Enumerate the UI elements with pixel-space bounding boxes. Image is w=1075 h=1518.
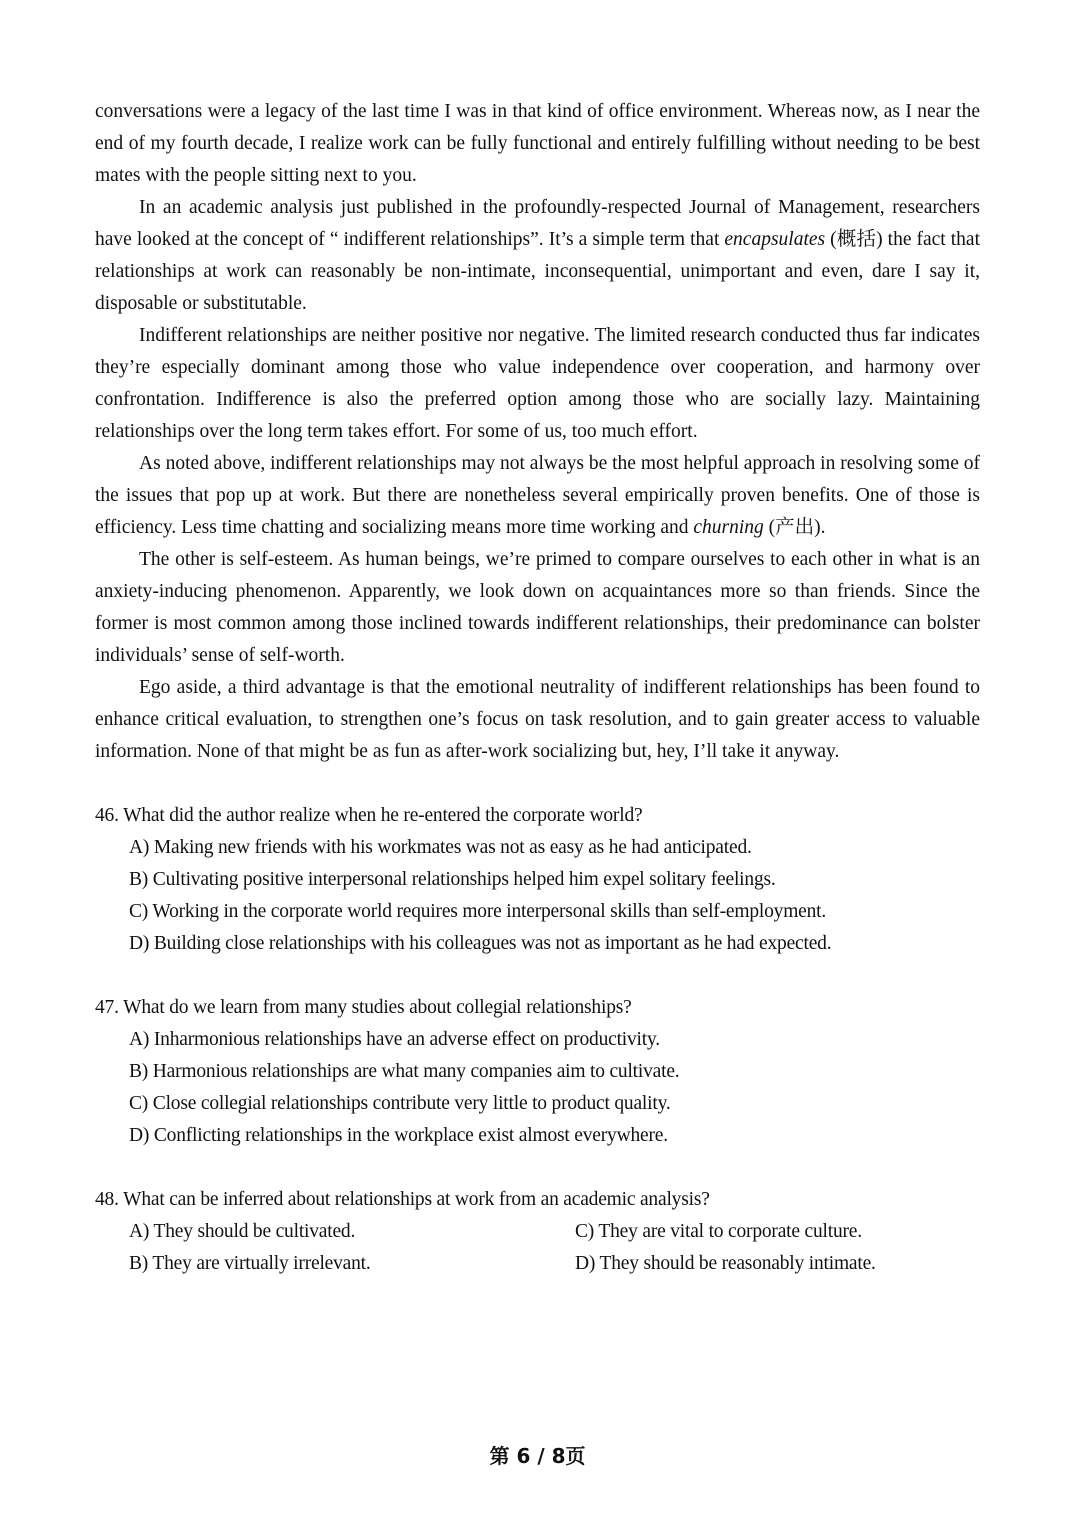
passage-paragraph-1: conversations were a legacy of the last time I was in that kind of office environment. Whereas now, as I near the end of my fourth decade, I realize work can be fully functional and entirely fulfilling without needing to be best mates with the people sitting next to you. <box>95 101 980 186</box>
question-text: What can be inferred about relationships at work from an academic analysis? <box>123 1189 710 1210</box>
question-stem <box>95 992 980 1024</box>
option-d: D) They should be reasonably intimate. <box>575 1253 876 1274</box>
question-stem <box>95 800 980 832</box>
option-c: C) Working in the corporate world requires more interpersonal skills than self-employment. <box>129 901 827 922</box>
exam-page <box>95 96 980 1280</box>
option-c: C) They are vital to corporate culture. <box>575 1221 862 1242</box>
option-a: A) Making new friends with his workmates was not as easy as he had anticipated. <box>129 837 752 858</box>
reading-passage <box>95 96 980 768</box>
question-text: What do we learn from many studies about collegial relationships? <box>123 997 632 1018</box>
glossed-term: encapsulates <box>724 229 826 250</box>
option-a: A) Inharmonious relationships have an adverse effect on productivity. <box>129 1029 660 1050</box>
paragraph-text: In an academic analysis just published in the profoundly-respected Journal of Management, researchers have looked at the concept of “ indifferent relationships”. It’s a simple term that <box>95 197 980 250</box>
option-a: A) They should be cultivated. <box>129 1221 356 1242</box>
page-number-footer: 第 6 / 8页 <box>489 1444 586 1468</box>
question-48 <box>95 1184 980 1280</box>
option-b: B) Cultivating positive interpersonal relationships helped him expel solitary feelings. <box>129 869 776 890</box>
passage-paragraph-2 <box>95 192 980 320</box>
question-stem <box>95 1184 980 1216</box>
question-number: 47. <box>95 997 119 1018</box>
question-number: 48. <box>95 1189 119 1210</box>
question-46 <box>95 800 980 960</box>
question-number: 46. <box>95 805 119 826</box>
option-d: D) Building close relationships with his colleagues was not as important as he had expected. <box>129 933 832 954</box>
passage-paragraph-5: The other is self-esteem. As human beings, we’re primed to compare ourselves to each other in what is an anxiety-inducing phenomenon. Apparently, we look down on acquaintances more so than friends. Since the former is most common among those inclined towards indifferent relationships, their predominance can bolster individuals’ sense of self-worth. <box>95 549 980 666</box>
paragraph-text: As noted above, indifferent relationships may not always be the most helpful approach in resolving some of the issues that pop up at work. But there are nonetheless several empirically proven benefits. One of those is efficiency. Less time chatting and socializing means more time working and <box>95 453 980 538</box>
option-b: B) Harmonious relationships are what many companies aim to cultivate. <box>129 1061 680 1082</box>
paragraph-text: (产出). <box>763 517 826 538</box>
passage-paragraph-4 <box>95 448 980 544</box>
passage-paragraph-6: Ego aside, a third advantage is that the emotional neutrality of indifferent relationships has been found to enhance critical evaluation, to strengthen one’s focus on task resolution, and to gain greater access to valuable information. None of that might be as fun as after-work socializing but, hey, I’ll take it anyway. <box>95 677 980 762</box>
passage-paragraph-3: Indifferent relationships are neither positive nor negative. The limited research conducted thus far indicates they’re especially dominant among those who value independence over cooperation, and harmony over confrontation. Indifference is also the preferred option among those who are socially lazy. Maintaining relationships over the long term takes effort. For some of us, too much effort. <box>95 325 980 442</box>
question-47 <box>95 992 980 1152</box>
paragraph-text: (概括) the fact that relationships at work can reasonably be non-intimate, inconsequential, unimportant and even, dare I say it, disposable or substitutable. <box>95 229 980 314</box>
question-text: What did the author realize when he re-entered the corporate world? <box>123 805 643 826</box>
option-b: B) They are virtually irrelevant. <box>129 1253 371 1274</box>
option-d: D) Conflicting relationships in the workplace exist almost everywhere. <box>129 1125 668 1146</box>
options-grid <box>95 1216 980 1280</box>
glossed-term: churning <box>693 517 764 538</box>
option-c: C) Close collegial relationships contribute very little to product quality. <box>129 1093 671 1114</box>
